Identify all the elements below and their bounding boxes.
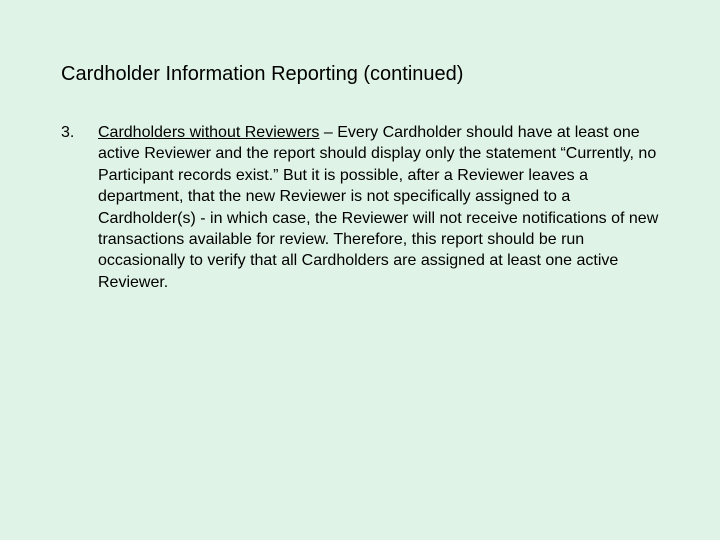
slide-title: Cardholder Information Reporting (continued) — [61, 63, 464, 85]
item-text — [98, 122, 660, 293]
item-heading: Cardholders without Reviewers — [98, 124, 320, 141]
item-number: 3. — [61, 124, 75, 141]
item-description: – Every Cardholder should have at least one active Reviewer and the report should display only the statement “Currently, no Participant records exist.” But it is possible, after a Reviewer leaves a department, that the new Reviewer is not specifically assigned to a Cardholder(s) - in which case, the Reviewer will not receive notifications of new transactions available for review. Therefore, this report should be run occasionally to verify that all Cardholders are assigned at least one active Reviewer. — [98, 124, 659, 291]
